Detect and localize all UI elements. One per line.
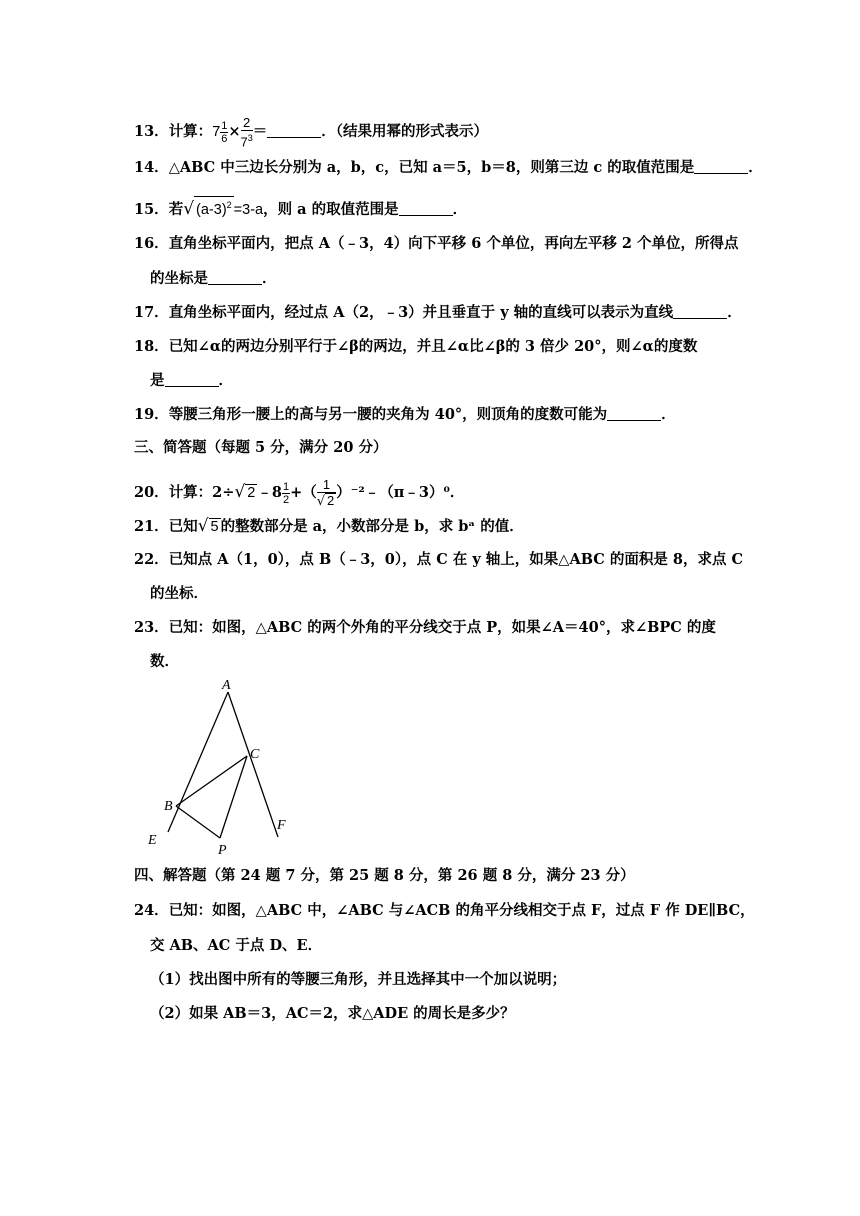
q19-number: 19．: [134, 406, 169, 423]
q19-end: ．: [661, 406, 676, 423]
q17-text: 直角坐标平面内，经过点 A（2，﹣3）并且垂直于 y 轴的直线可以表示为直线: [168, 304, 674, 321]
q20-f-radicand: 2: [327, 493, 335, 508]
section-4-heading: 四、解答题（第 24 题 7 分，第 25 题 8 分，第 26 题 8 分，满分 23 分）: [134, 867, 635, 884]
q15-number: 15．: [134, 200, 169, 218]
question-21: [134, 516, 524, 537]
sqrt-symbol: √: [197, 516, 209, 536]
q20-fraction: [317, 477, 337, 509]
question-16: [134, 234, 739, 254]
question-24: [134, 901, 755, 921]
question-16-cont: [150, 269, 277, 289]
q21-radicand: 5: [210, 519, 219, 535]
q13-text-b: ．（结果用幂的形式表示）: [321, 123, 489, 141]
q15-exp: 2: [226, 200, 232, 210]
q18-line2: 是: [150, 372, 165, 389]
q14-text: △ABC 中三边长分别为 a，b，c，已知 a＝5，b＝8，则第三边 c 的取值范围是: [168, 159, 695, 176]
q19-answer-blank[interactable]: [607, 406, 661, 421]
question-13: [134, 115, 488, 149]
question-17: [134, 303, 742, 323]
q13-base: 7: [212, 124, 221, 141]
question-14: [134, 158, 763, 178]
q17-end: ．: [727, 304, 742, 321]
q17-number: 17．: [134, 304, 169, 321]
q24-number: 24．: [134, 902, 169, 919]
label-f: F: [277, 818, 286, 833]
q15-text-a: 若: [168, 200, 184, 218]
q13-den-base: 7: [240, 134, 248, 150]
q16-line2: 的坐标是: [150, 270, 208, 287]
q20-plus: +（: [290, 484, 317, 501]
q19-text: 等腰三角形一腰上的高与另一腰的夹角为 40°，则顶角的度数可能为: [168, 406, 608, 423]
geometry-diagram: [140, 672, 310, 862]
q20-f-den: [317, 493, 337, 509]
q16-number: 16．: [134, 235, 169, 252]
q13-den-exp: 3: [247, 133, 253, 143]
label-b: B: [164, 799, 173, 814]
segment-b-p: [176, 806, 220, 838]
question-23: [134, 618, 716, 638]
label-e: E: [148, 833, 157, 848]
question-20: [134, 477, 464, 509]
question-18: [134, 337, 697, 357]
question-19: [134, 405, 676, 425]
label-c: C: [250, 747, 260, 762]
segment-c-p: [220, 756, 247, 838]
question-15: [134, 196, 467, 220]
section-3-heading: 三、简答题（每题 5 分，满分 20 分）: [134, 439, 388, 456]
q14-number: 14．: [134, 159, 169, 176]
q18-end: ．: [218, 372, 233, 389]
q13-answer-blank[interactable]: [267, 123, 321, 138]
q13-number: 13．: [134, 123, 169, 141]
q16-end: ．: [262, 270, 277, 287]
q18-number: 18．: [134, 338, 169, 355]
q13-exp-num: 1: [221, 119, 228, 132]
q18-answer-blank[interactable]: [165, 372, 219, 387]
q21-text-b: 的整数部分是 a，小数部分是 b，求 bᵃ 的值．: [220, 518, 524, 535]
q15-radicand: [194, 196, 234, 218]
q15-radicand-text: (a-3): [196, 201, 227, 218]
q14-end: ．: [748, 159, 763, 176]
q16-answer-blank[interactable]: [208, 270, 262, 285]
question-22: [134, 550, 743, 570]
q23-line1: 已知：如图，△ABC 的两个外角的平分线交于点 P，如果∠A＝40°，求∠BPC 的度: [168, 619, 716, 636]
q20-number: 20．: [134, 484, 169, 501]
q20-text-a: 计算：2÷: [168, 484, 235, 501]
q21-text-a: 已知: [168, 518, 198, 535]
sqrt-symbol: √: [183, 198, 195, 219]
q15-answer-blank[interactable]: [399, 201, 453, 216]
q13-frac-num: 2: [241, 115, 253, 131]
q14-answer-blank[interactable]: [694, 159, 748, 174]
q20-radicand: 2: [247, 485, 256, 501]
q15-rhs: =3-a: [233, 201, 264, 218]
sqrt-symbol: √: [234, 482, 246, 502]
q22-number: 22．: [134, 551, 169, 568]
q15-end: ．: [452, 200, 468, 218]
q13-text-a: 计算：: [168, 123, 213, 141]
q13-exp-den: 6: [221, 132, 228, 145]
question-24-part-1: （1）找出图中所有的等腰三角形，并且选择其中一个加以说明；: [150, 971, 567, 988]
q20-m-den: 2: [282, 493, 290, 506]
label-a: A: [222, 678, 231, 693]
q23-number: 23．: [134, 619, 169, 636]
q20-tail: ）⁻²﹣（π﹣3）⁰．: [336, 484, 465, 501]
q22-line1: 已知点 A（1，0），点 B（﹣3，0），点 C 在 y 轴上，如果△ABC 的面积是 8，求点 C: [168, 551, 744, 568]
q20-mixed-fraction: [282, 481, 290, 506]
q13-frac-den: [241, 131, 253, 149]
question-22-cont: 的坐标．: [150, 585, 208, 602]
q20-minus: ﹣8: [257, 484, 282, 501]
q18-line1: 已知∠α的两边分别平行于∠β的两边，并且∠α比∠β的 3 倍少 20°，则∠α的度数: [168, 338, 698, 355]
q13-equals: ＝: [252, 123, 268, 141]
q20-f-num: 1: [317, 477, 337, 493]
q13-times: ×: [228, 123, 241, 141]
q17-answer-blank[interactable]: [673, 304, 727, 319]
question-24-part-2: （2）如果 AB＝3，AC＝2，求△ADE 的周长是多少？: [150, 1005, 515, 1022]
q21-number: 21．: [134, 518, 169, 535]
q16-line1: 直角坐标平面内，把点 A（﹣3，4）向下平移 6 个单位，再向左平移 2 个单位，所得点: [168, 235, 739, 252]
q15-text-b: ，则 a 的取值范围是: [263, 200, 399, 218]
q20-m-num: 1: [282, 480, 290, 493]
q24-line1: 已知：如图，△ABC 中，∠ABC 与∠ACB 的角平分线相交于点 F，过点 F 作 DE∥BC，: [168, 902, 755, 919]
segment-b-c: [176, 756, 247, 806]
line-a-e: [168, 692, 228, 832]
q13-fraction: [241, 115, 253, 149]
sqrt-symbol: √: [316, 494, 326, 509]
label-p: P: [218, 843, 227, 858]
question-24-cont: 交 AB、AC 于点 D、E．: [150, 937, 323, 954]
question-23-cont: 数．: [150, 653, 179, 670]
question-18-cont: [150, 371, 233, 391]
